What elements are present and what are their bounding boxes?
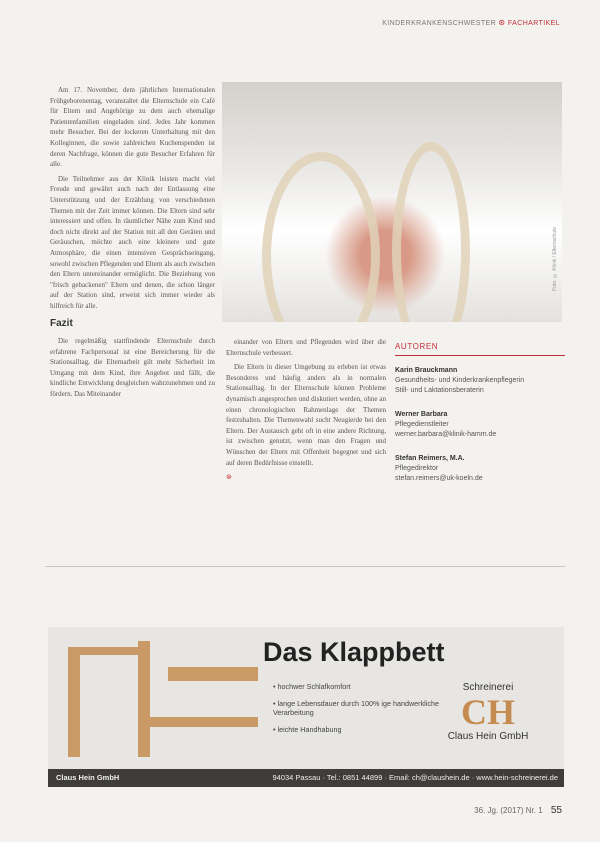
author-role: Pflegedirektor [395, 465, 439, 472]
ad-footer [48, 769, 564, 787]
page-number: 55 [550, 805, 562, 816]
folding-bed-illustration [148, 717, 258, 727]
author-name: Werner Barbara [395, 411, 448, 418]
ad-contact-line[interactable]: 94034 Passau · Tel.: 0851 44899 · Email: ch@claushein.de · www.hein-schreinerei.de [272, 773, 558, 782]
logo-letters: CH [461, 692, 515, 732]
ad-headline: Das Klappbett [263, 637, 445, 667]
page-footer [474, 805, 562, 816]
author-entry [395, 410, 565, 440]
paragraph: Am 17. November, dem jährlichen Internationalen Frühgeborenentag, veranstaltet die Elternschule ein Café für Eltern und Angehörige zu dem auch ehemalige Patientenfamilien eingeladen sind. Jedes Jahr kommen mehr Besucher. Bei der lockeren Unterhaltung mit den Kolleginnen, die sowie zahlreichen Kuchenspenden ist deren Nachfrage, können die gute Besucher Erfahren für alle. [50, 86, 215, 169]
paragraph: Die Eltern in dieser Umgebung zu erleben ist etwas Besonderes und häufig anders als in normalen Stationsalltag. In der Elternschule können Probleme dynamisch angesprochen und diskutiert werden, ohne an einen chronologischen Rahmenlage der Themen festzuhalten. Die Themenwahl sucht Neugierde bei den Eltern. Der Austausch geht oft in eine andere Richtung, ist zwischen genutzt, wenn man den Fragen und Wünschen der Eltern mit Offenheit begegnet und sich auf deren Bedürfnisse einstellt. [226, 363, 386, 467]
authors-title: AUTOREN [395, 342, 565, 356]
section-divider [45, 566, 565, 567]
company-logo [428, 682, 548, 760]
author-role: Gesundheits- und Kinderkrankenpflegerin [395, 377, 525, 384]
article-column-2 [226, 337, 386, 483]
advertisement[interactable] [48, 627, 564, 787]
logo-top-text: Schreinerei [462, 682, 514, 693]
ad-company-name: Claus Hein GmbH [56, 773, 120, 782]
photo-credit: Foto: © Klinik / Elternschule [552, 227, 558, 291]
rubric-label: FACHARTIKEL [507, 20, 560, 27]
ad-feature: • leichte Handhabung [273, 724, 342, 734]
paragraph: Die regelmäßig stattfindende Elternschule durch erfahrene Fachpersonal ist eine Bereicherung für die Stationsalltag, die Elternarbeit gilt mehr Sicherheit im Umgang mit dem Kind, ihre Angebot und fällt, die kindliche Entwicklung desgleichen wahrzunehmen und zu fördern. Das Miteinander [50, 337, 215, 399]
authors-box [395, 342, 565, 498]
incubator-ring [262, 152, 380, 322]
folding-bed-illustration [138, 641, 150, 757]
author-entry [395, 366, 565, 396]
ad-feature: • hochwer Schlafkomfort [273, 682, 351, 691]
paragraph: einander von Eltern und Pflegenden wird über die Elternschule verbessert. [226, 338, 386, 357]
running-header [382, 18, 560, 27]
author-email-link[interactable]: werner.barbara@klinik-hamm.de [395, 431, 497, 438]
issue-info: 36. Jg. (2017) Nr. 1 [474, 806, 543, 815]
article-photo [222, 82, 562, 322]
ad-feature: • lange Lebensdauer durch 100% ige handwerkliche Verarbeitung [273, 698, 439, 717]
section-label: KINDERKRANKENSCHWESTER [382, 20, 497, 27]
author-entry [395, 454, 565, 484]
end-glyph-icon: ⊛ [226, 473, 232, 482]
paragraph: Die Teilnehmer aus der Klinik leisten macht viel Freude und gewährt auch nach der Entlassung eine Unterstützung und der Erzählung von verschiedenen Themen mit der Zeit immer können. Die Eltern sind sehr interessiert und offen. In räumlicher Nähe zum Kind und doch nicht direkt auf der Station mit all den Geräten und Geräuschen, möchte auch eine kleinere und gute Atmosphäre, die einen intensiven Gesprächseingang, sowohl zwischen Pflegenden und Eltern als auch zwischen den Eltern untereinander ermöglicht. Die Beziehung von "frisch gebackenen" Eltern und denen, die schon länger auf der Station sind, erweist sich immer wieder als hilfreich für alle. [50, 174, 215, 310]
author-detail: Still- und Laktationsberaterin [395, 387, 484, 394]
author-name: Stefan Reimers, M.A. [395, 455, 465, 462]
author-name: Karin Brauckmann [395, 367, 458, 374]
author-role: Pflegedienstleiter [395, 421, 449, 428]
logo-bottom-text: Claus Hein GmbH [447, 731, 529, 742]
folding-bed-illustration [168, 667, 258, 681]
fazit-heading: Fazit [50, 318, 73, 330]
folding-bed-illustration [68, 647, 150, 655]
article-column-1 [50, 85, 215, 404]
section-glyph-icon: ⊛ [498, 18, 506, 27]
author-email-link[interactable]: stefan.reimers@uk-koeln.de [395, 475, 483, 482]
incubator-ring [392, 142, 470, 322]
ad-features [273, 682, 453, 741]
folding-bed-illustration [68, 647, 80, 757]
